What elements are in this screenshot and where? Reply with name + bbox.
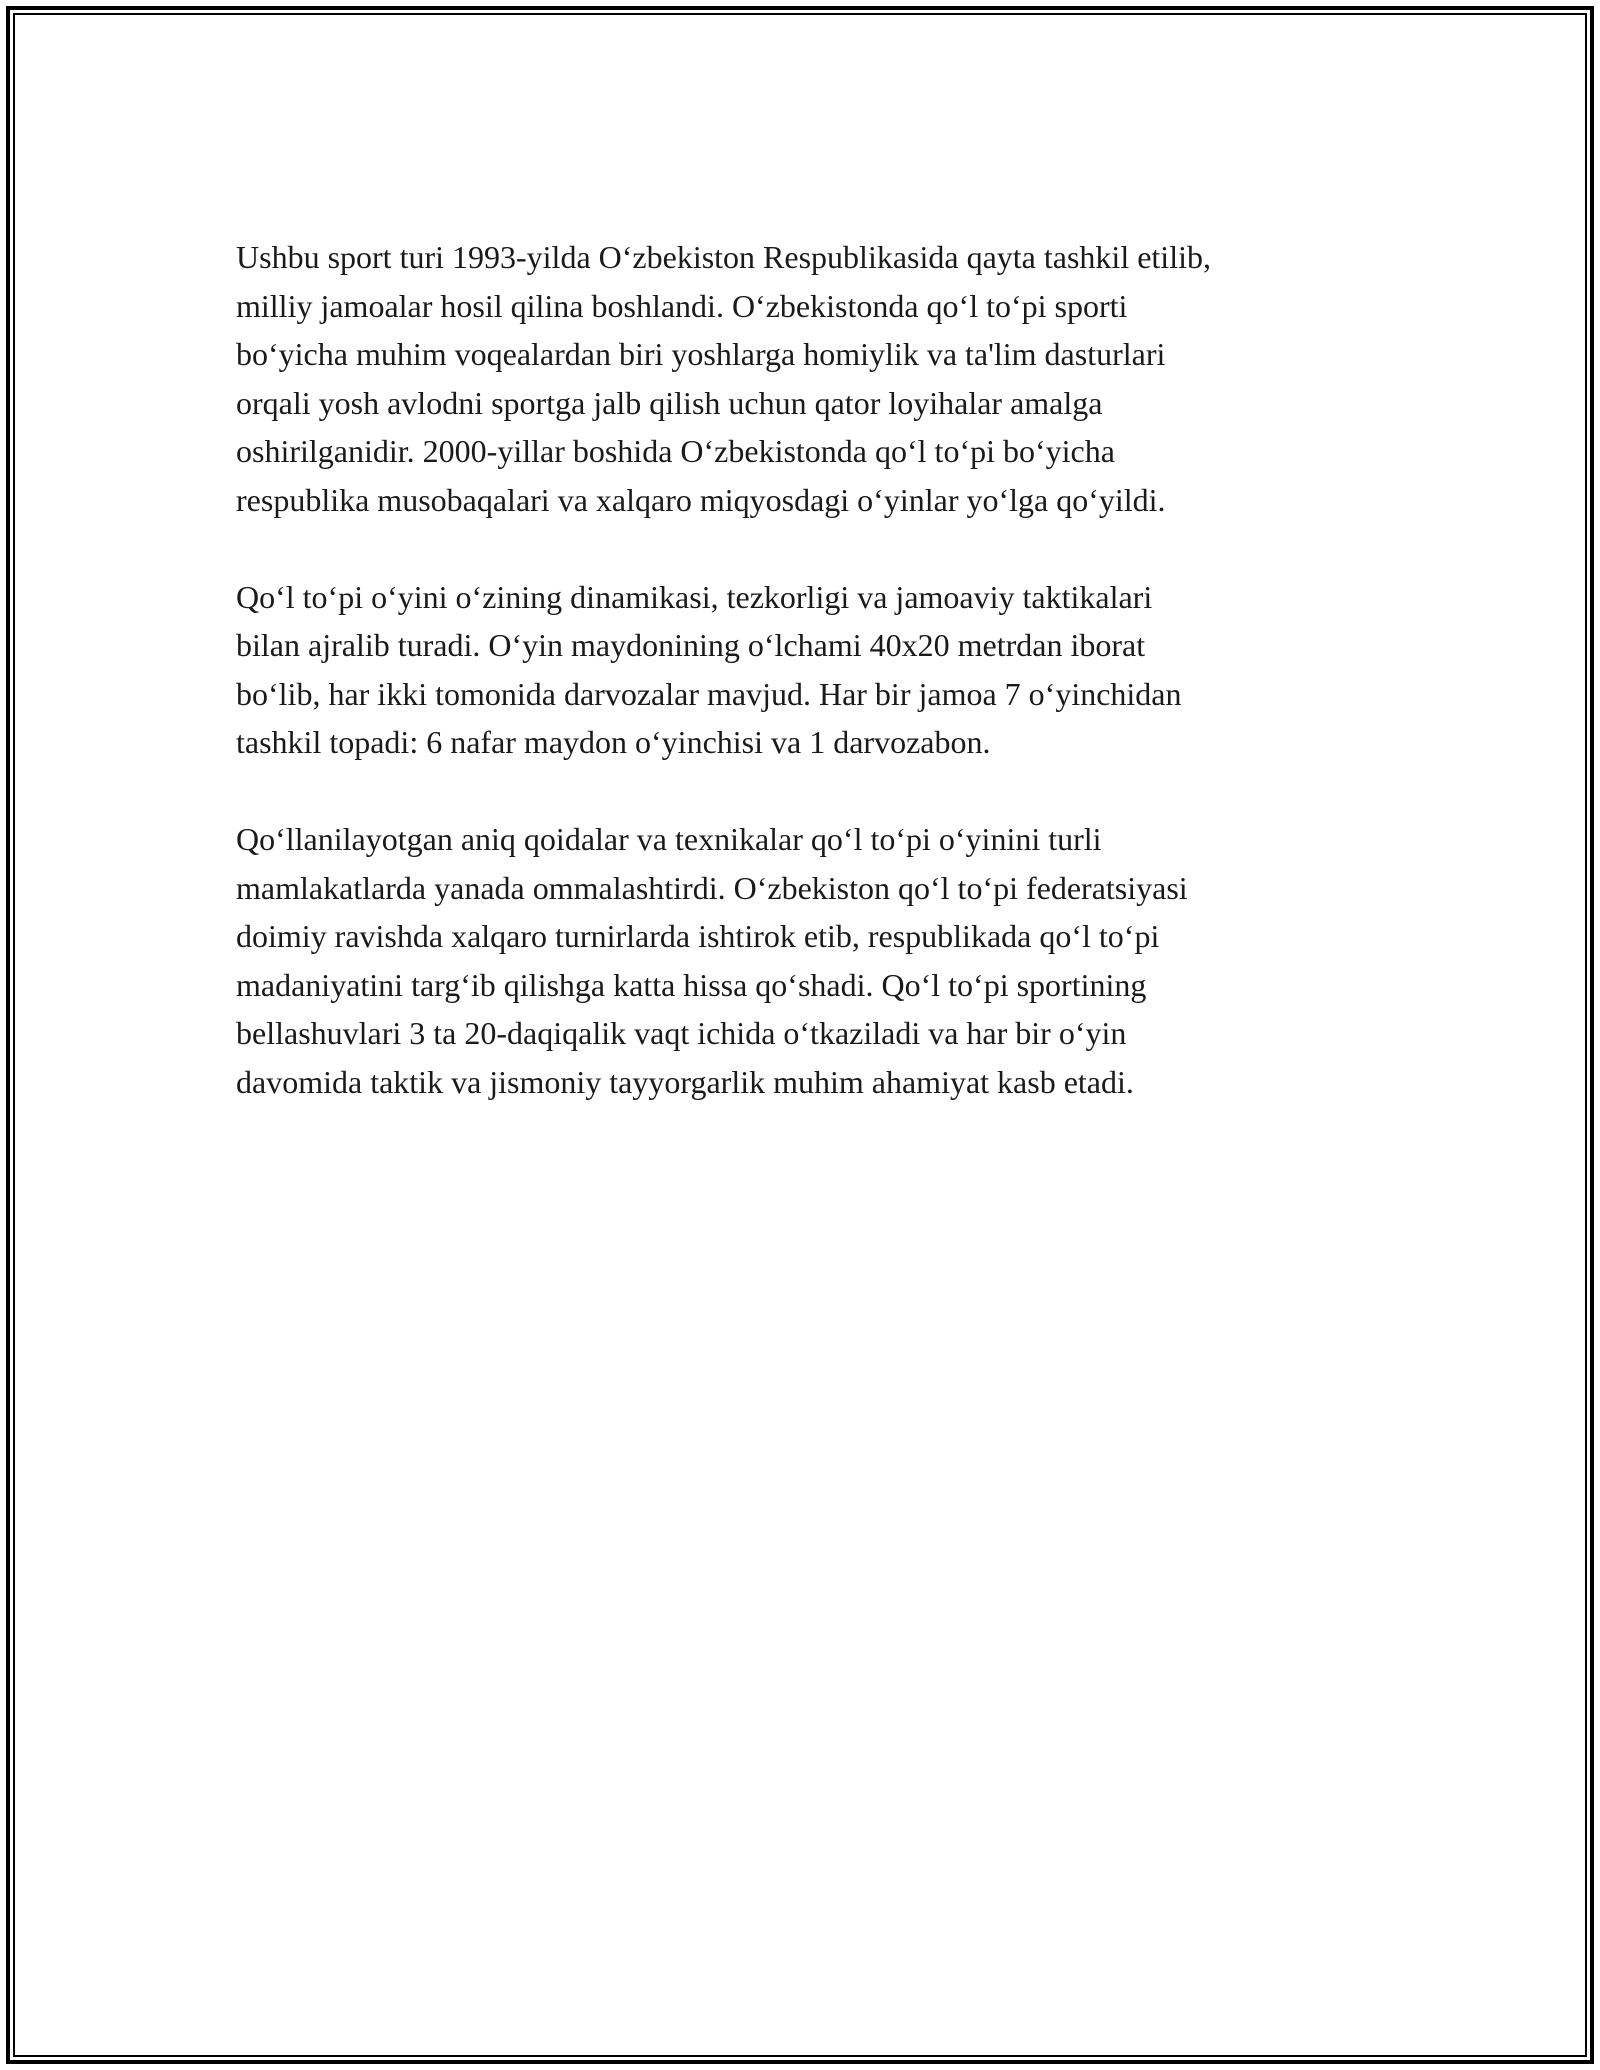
text-line: oshirilganidir. 2000-yillar boshida O‘zbekistonda qo‘l to‘pi bo‘yicha (236, 433, 1115, 469)
paragraph-2 (236, 573, 1386, 767)
paragraph-3 (236, 815, 1386, 1106)
document-body (236, 233, 1386, 1155)
text-line: mamlakatlarda yanada ommalashtirdi. O‘zbekiston qo‘l to‘pi federatsiyasi (236, 869, 1188, 906)
text-line: davomida taktik va jismoniy tayyorgarlik muhim ahamiyat kasb etadi. (236, 1063, 1134, 1100)
text-line: Qo‘l to‘pi o‘yini o‘zining dinamikasi, tezkorligi va jamoaviy taktikalari (236, 578, 1153, 615)
text-line: milliy jamoalar hosil qilina boshlandi. O‘zbekistonda qo‘l to‘pi sporti (236, 287, 1128, 324)
text-line: respublika musobaqalari va xalqaro miqyosdagi o‘yinlar yo‘lga qo‘yildi. (236, 481, 1166, 518)
text-line: madaniyatini targ‘ib qilishga katta hissa qo‘shadi. Qo‘l to‘pi sportining (236, 966, 1147, 1003)
text-line: Qo‘llanilayotgan aniq qoidalar va texnikalar qo‘l to‘pi o‘yinini turli (236, 821, 1102, 857)
text-line: doimiy ravishda xalqaro turnirlarda ishtirok etib, respublikada qo‘l to‘pi (236, 918, 1160, 954)
text-line: bellashuvlari 3 ta 20-daqiqalik vaqt ichida o‘tkaziladi va har bir o‘yin (236, 1015, 1127, 1051)
text-line: bilan ajralib turadi. O‘yin maydonining o‘lchami 40x20 metrdan iborat (236, 627, 1146, 663)
text-line: tashkil topadi: 6 nafar maydon o‘yinchisi va 1 darvozabon. (236, 724, 991, 760)
text-line: bo‘lib, har ikki tomonida darvozalar mavjud. Har bir jamoa 7 o‘yinchidan (236, 675, 1182, 712)
text-line: bo‘yicha muhim voqealardan biri yoshlarga homiylik va ta'lim dasturlari (236, 336, 1166, 372)
text-line: orqali yosh avlodni sportga jalb qilish uchun qator loyihalar amalga (236, 384, 1103, 421)
text-line: Ushbu sport turi 1993-yilda O‘zbekiston Respublikasida qayta tashkil etilib, (236, 239, 1211, 275)
paragraph-1 (236, 233, 1386, 524)
